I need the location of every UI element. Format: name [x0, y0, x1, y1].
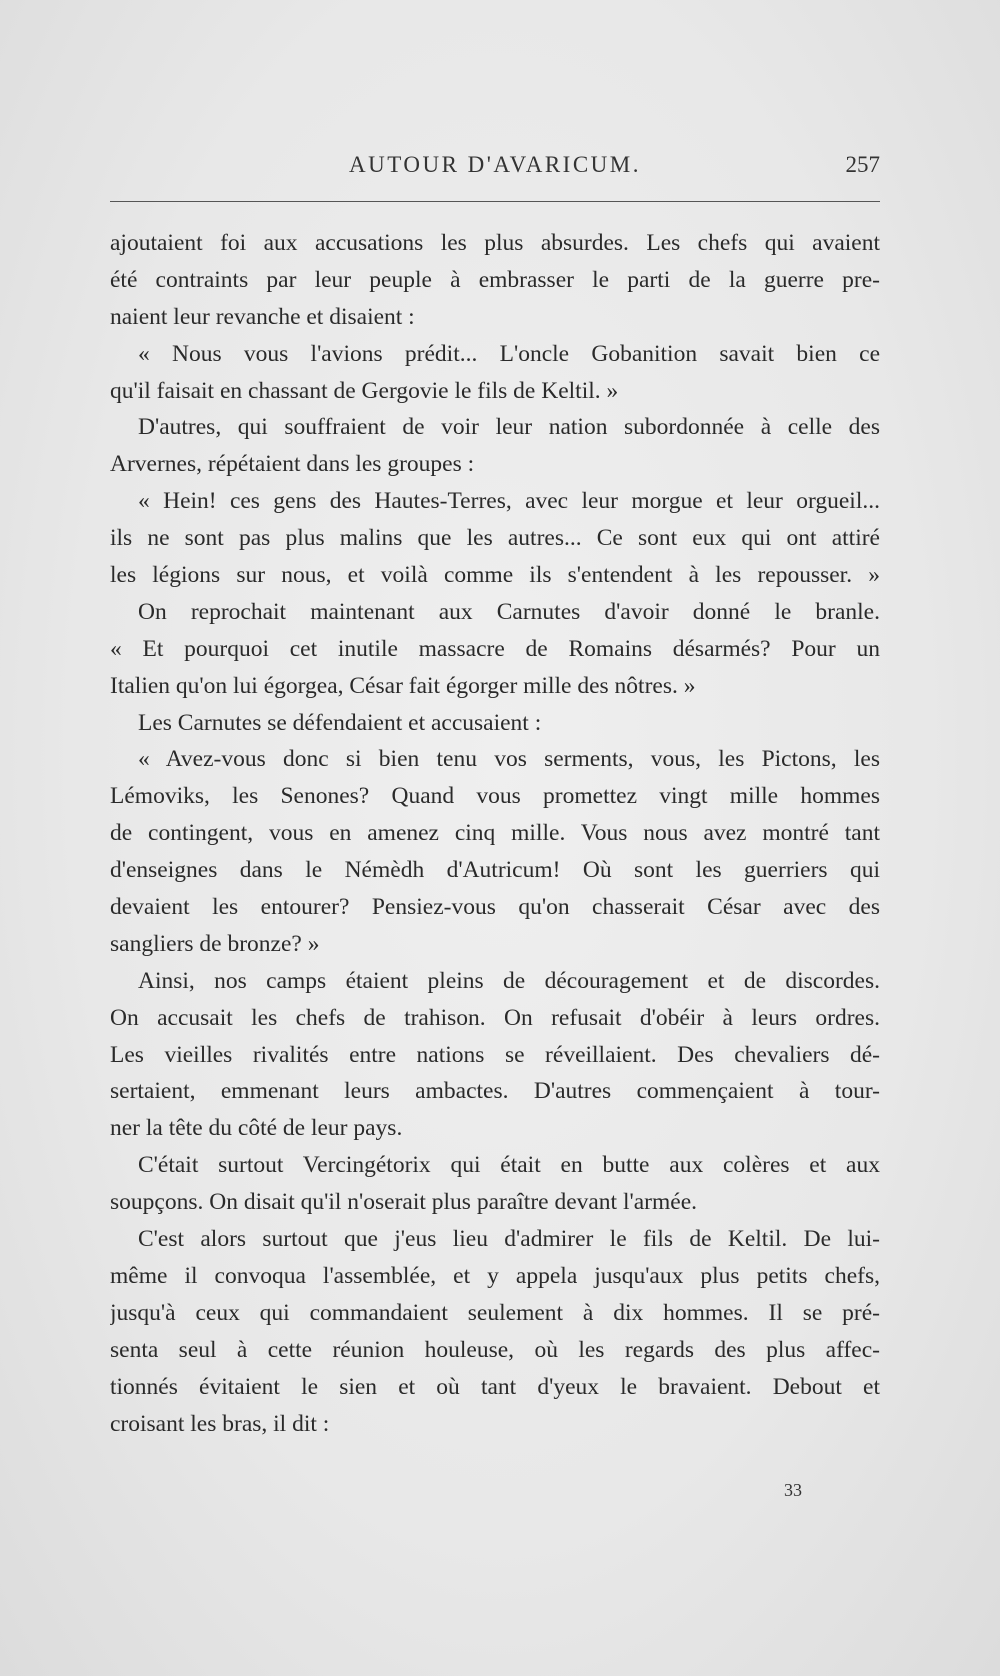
- text-line: Arvernes, répétaient dans les groupes :: [110, 451, 475, 478]
- text-line: qu'il faisait en chassant de Gergovie le fils de Keltil. »: [110, 377, 619, 404]
- text-line: Les Carnutes se défendaient et accusaient :: [138, 709, 542, 736]
- text-line: On accusait les chefs de trahison. On refusait d'obéir à leurs ordres.: [110, 1004, 880, 1031]
- text-line: sangliers de bronze? »: [110, 930, 320, 957]
- text-line: Italien qu'on lui égorgea, César fait égorger mille des nôtres. »: [110, 672, 696, 699]
- text-line: On reprochait maintenant aux Carnutes d'avoir donné le branle.: [138, 598, 880, 625]
- body-text: [110, 225, 880, 1442]
- text-line: sertaient, emmenant leurs ambactes. D'autres commençaient à tour-: [110, 1078, 880, 1105]
- page-number: 257: [845, 152, 880, 177]
- text-line: croisant les bras, il dit :: [110, 1410, 330, 1437]
- text-line: « Nous vous l'avions prédit... L'oncle Gobanition savait bien ce: [138, 340, 880, 367]
- text-line: naient leur revanche et disaient :: [110, 303, 415, 330]
- text-line: été contraints par leur peuple à embrasser le parti de la guerre pre-: [110, 266, 880, 293]
- text-line: soupçons. On disait qu'il n'oserait plus paraître devant l'armée.: [110, 1189, 697, 1216]
- text-line: de contingent, vous en amenez cinq mille. Vous nous avez montré tant: [110, 820, 880, 847]
- signature-mark: 33: [784, 1480, 802, 1500]
- text-line: jusqu'à ceux qui commandaient seulement à dix hommes. Il se pré-: [110, 1299, 880, 1326]
- text-line: « Et pourquoi cet inutile massacre de Romains désarmés? Pour un: [110, 635, 880, 662]
- text-line: « Avez-vous donc si bien tenu vos serments, vous, les Pictons, les: [138, 746, 880, 773]
- text-line: C'est alors surtout que j'eus lieu d'admirer le fils de Keltil. De lui-: [138, 1226, 880, 1253]
- text-line: Les vieilles rivalités entre nations se réveillaient. Des chevaliers dé-: [110, 1041, 880, 1068]
- text-line: C'était surtout Vercingétorix qui était en butte aux colères et aux: [138, 1152, 880, 1179]
- text-line: ajoutaient foi aux accusations les plus absurdes. Les chefs qui avaient: [110, 230, 880, 256]
- text-line: senta seul à cette réunion houleuse, où les regards des plus affec-: [110, 1336, 880, 1363]
- running-title: AUTOUR D'AVARICUM.: [349, 152, 641, 177]
- text-line: même il convoqua l'assemblée, et y appela jusqu'aux plus petits chefs,: [110, 1262, 880, 1289]
- running-head: [110, 152, 880, 192]
- text-line: « Hein! ces gens des Hautes-Terres, avec leur morgue et leur orgueil...: [138, 488, 880, 515]
- text-line: ner la tête du côté de leur pays.: [110, 1115, 403, 1142]
- text-line: Ainsi, nos camps étaient pleins de découragement et de discordes.: [138, 967, 880, 994]
- text-line: les légions sur nous, et voilà comme ils s'entendent à les repousser. »: [110, 562, 880, 589]
- text-line: Lémoviks, les Senones? Quand vous promettez vingt mille hommes: [110, 783, 880, 810]
- header-rule: [110, 201, 880, 202]
- text-line: devaient les entourer? Pensiez-vous qu'on chasserait César avec des: [110, 894, 880, 921]
- text-line: tionnés évitaient le sien et où tant d'yeux le bravaient. Debout et: [110, 1373, 880, 1400]
- text-line: d'enseignes dans le Némèdh d'Autricum! Où sont les guerriers qui: [110, 857, 880, 884]
- text-line: ils ne sont pas plus malins que les autres... Ce sont eux qui ont attiré: [110, 525, 880, 552]
- text-line: D'autres, qui souffraient de voir leur nation subordonnée à celle des: [138, 414, 880, 441]
